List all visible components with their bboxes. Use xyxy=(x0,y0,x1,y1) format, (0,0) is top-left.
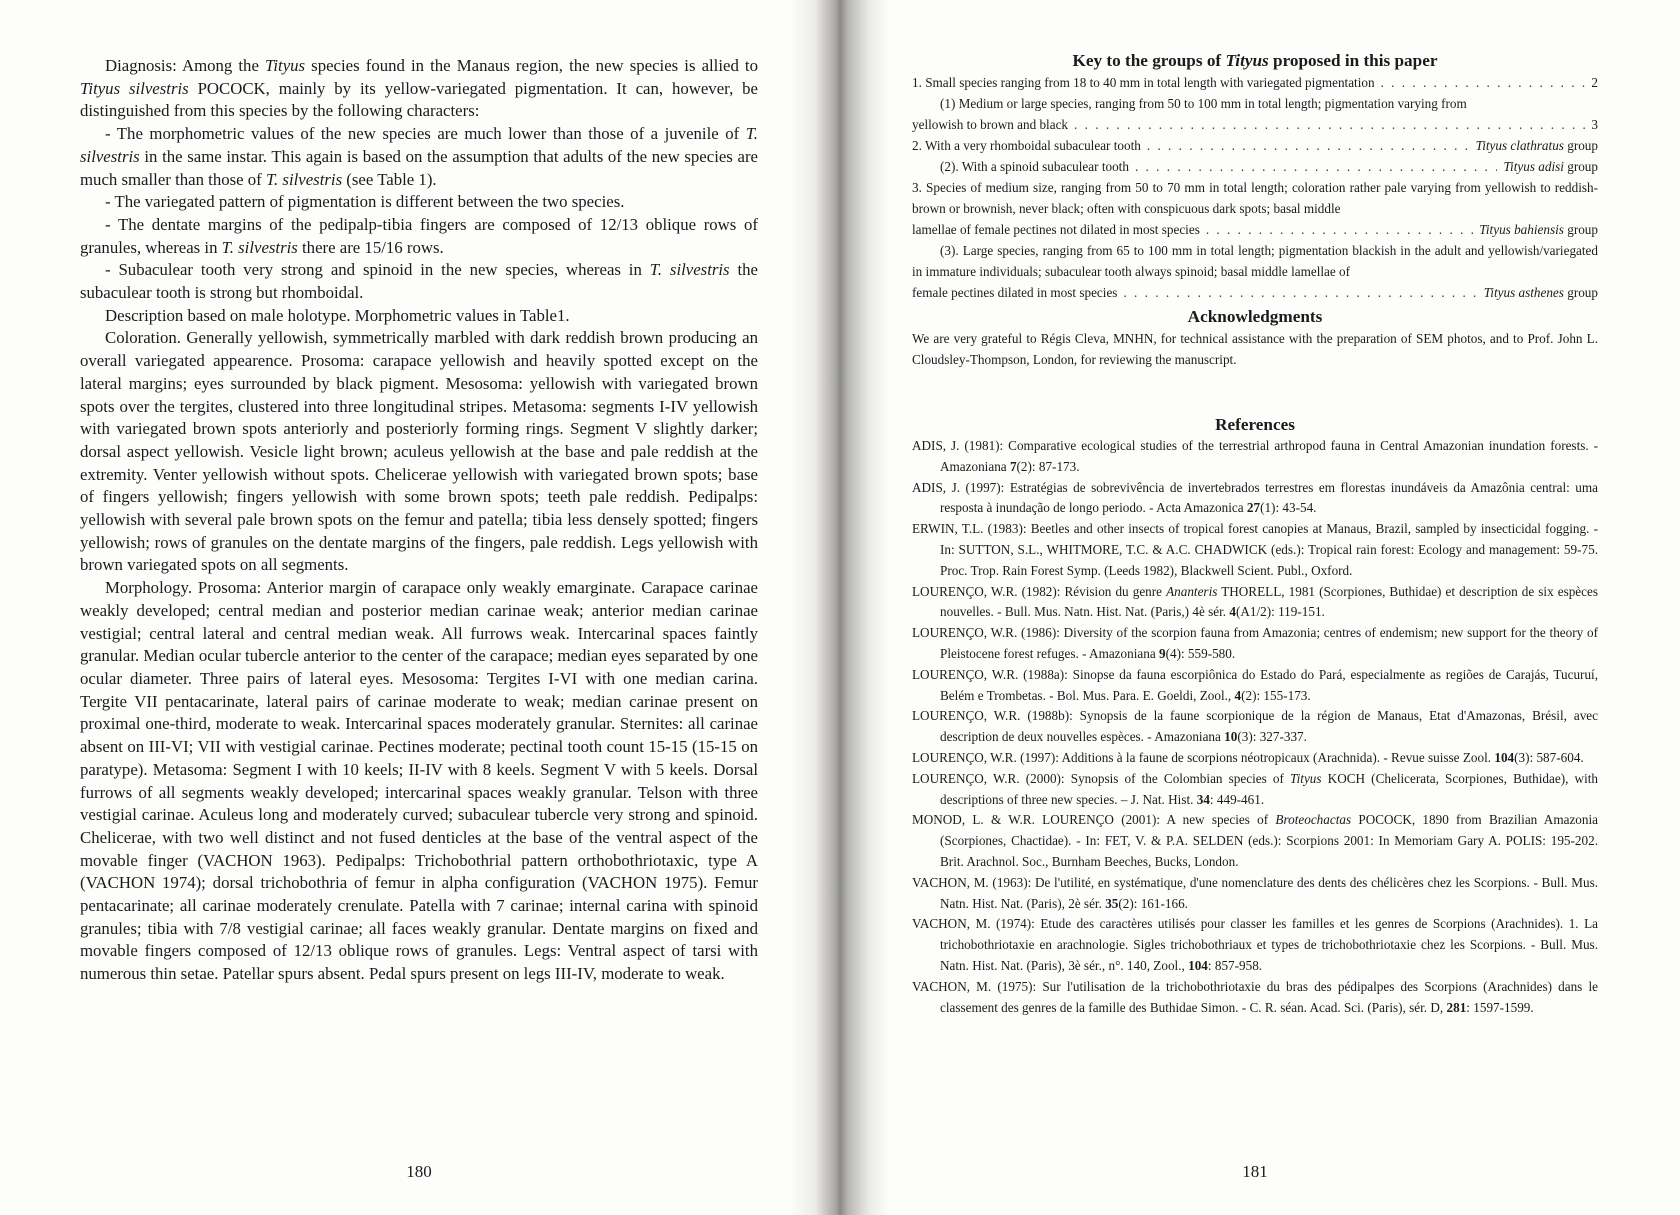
text-run: T. silvestris xyxy=(649,260,730,280)
text-run: Tityus asthenes xyxy=(1483,285,1564,300)
text-run: 4 xyxy=(1229,604,1236,620)
text-run: Tityus silvestris xyxy=(80,78,189,98)
text-run: Tityus xyxy=(1225,51,1269,70)
dot-leader xyxy=(1147,135,1470,156)
text-run: LOURENÇO, W.R. (1988b): Synopsis de la faune scorpionique de la région de Manaus, Etat d'Amazonas, Brésil, avec description de deux nouvelles espèces. - Amazoniana xyxy=(912,708,1598,745)
dot-leader xyxy=(1381,72,1586,93)
text-run: T. silvestris xyxy=(265,169,343,189)
text-run: T. silvestris xyxy=(221,237,298,257)
body-paragraph xyxy=(80,123,758,191)
key-entry xyxy=(912,219,1598,240)
text-run: ERWIN, T.L. (1983): Beetles and other insects of tropical forest canopies at Manaus, Brazil, sampled by insecticidal fogging. - In: SUTTON, S.L., WHITMORE, T.C. & A.C. CHADWICK (eds.): Tropical rain forest: Ecology and management: 59-75. Proc. Trop. Rain Forest Symp. (Leeds 1982), Blackwell Scient. Publ., Oxford. xyxy=(912,521,1598,578)
text-run: 27 xyxy=(1246,500,1261,516)
key-entry-text: (2). With a spinoid subaculear tooth xyxy=(940,159,1129,174)
key-entry xyxy=(912,282,1598,303)
text-run: (1): 43-54. xyxy=(1260,500,1317,516)
acknowledgments-text: We are very grateful to Régis Cleva, MNHN, for technical assistance with the preparation of SEM photos, and to Prof. John L. Cloudsley-Thompson, London, for reviewing the manuscript. xyxy=(912,331,1598,367)
text-run: Morphology. Prosoma: Anterior margin of carapace only weakly emarginate. Carapace carinae weakly developed; central median and posterior median carinae weak; anterior median carinae vestigial; central lateral and central median weak. All furrows weak. Intercarinal spaces faintly granular. Median ocular tubercle anterior to the center of the carapace; median eyes separated by one ocular diameter. Three pairs of lateral eyes. Mesosoma: Tergites I-VI with one median carina. Tergite VII pentacarinate, lateral pairs of carinae moderate to weak; median carinae present on proximal one-third, moderate to weak. Intercarinal spaces moderately granular. Sternites: all carinae absent on III-VI; VII with vestigial carinae. Pectines moderate; pectinal tooth count 15-15 (15-15 on paratype). Metasoma: Segment I with 10 keels; II-IV with 8 keels. Segment V with 5 keels. Dorsal furrows of all segments weakly developed; intercarinal spaces weakly granular. Telson with three vestigial carinae. Aculeus long and moderately curved; subaculear tubercle very strong and spinoid. Chelicerae, with two well distinct and not fused denticles at the base of the ventral aspect of the movable finger (VACHON 1963). Pedipalps: Trichobothrial pattern orthobothriotaxic, type A (VACHON 1974); dorsal trichobothria of femur in alpha configuration (VACHON 1975). Femur pentacarinate; all carinae moderately crenulate. Patella with 7 carinae; internal carina with spinoid granules; tibia with 7/8 vestigial carinae; all faces weakly granular. Dentate margins on fixed and movable fingers composed of 12/13 oblique rows of granules. Legs: Ventral aspect of tarsi with numerous thin setae. Patellar spurs absent. Pedal spurs present on legs III-IV, moderate to weak. xyxy=(80,578,758,984)
text-run: (see Table 1). xyxy=(342,169,437,189)
text-run: the subaculear tooth is strong but rhomboidal. xyxy=(80,260,758,303)
body-paragraph xyxy=(80,577,758,986)
key-entry: (3). Large species, ranging from 65 to 100 mm in total length; pigmentation blackish in the adult and yellowish/variegated in immature individuals; subaculear tooth always spinoid; basal middle lamellae of xyxy=(912,243,1598,279)
text-run: 3 xyxy=(1591,117,1598,132)
text-run: Diagnosis: Among the xyxy=(105,56,265,75)
body-paragraph xyxy=(80,327,758,577)
dot-leader xyxy=(1206,219,1473,240)
text-run: (2): 161-166. xyxy=(1118,895,1188,911)
text-run: T. silvestris xyxy=(80,124,758,166)
key-section xyxy=(912,50,1598,303)
text-run: Ananteris xyxy=(1166,583,1218,599)
text-run: group xyxy=(1563,285,1598,300)
references-section xyxy=(912,414,1598,1018)
reference-list xyxy=(912,436,1598,1018)
key-entry-text: female pectines dilated in most species xyxy=(912,285,1118,300)
reference-entry xyxy=(912,706,1598,748)
text-run: Broteochactas xyxy=(1275,812,1352,828)
text-run: - The dentate margins of the pedipalp-tibia fingers are composed of 12/13 oblique rows of granules, whereas in xyxy=(80,214,758,257)
reference-entry xyxy=(912,436,1598,478)
body-paragraph xyxy=(80,55,758,123)
text-run: 104 xyxy=(1188,957,1208,973)
key-entry-text: yellowish to brown and black xyxy=(912,117,1069,132)
text-run: KOCH (Chelicerata, Scorpiones, Buthidae), with descriptions of three new species. – J. Nat. Hist. xyxy=(940,770,1598,807)
text-run: 2 xyxy=(1591,75,1598,90)
text-run: : 449-461. xyxy=(1209,791,1265,807)
key-entry xyxy=(912,135,1598,156)
text-run: ADIS, J. (1981): Comparative ecological studies of the terrestrial arthropod fauna in Central Amazonian inundation forests. - Amazoniana xyxy=(912,438,1598,474)
text-run: Coloration. Generally yellowish, symmetrically marbled with dark reddish brown producing an overall variegated appearence. Prosoma: carapace yellowish and heavily spotted except on the lateral margins; eyes surrounded by black pigment. Mesosoma: yellowish with variegated brown spots over the tergites, clustered into three longitudinal stripes. Metasoma: segments I-IV yellowish with variegated brown spots anteriorly and posteriorly forming rings. Segment V slightly darker; dorsal aspect yellowish. Vesicle light brown; aculeus yellowish at the base and pale reddish at the extremity. Venter yellowish without spots. Chelicerae yellowish with variegated brown spots; base of fingers yellowish; fingers yellowish with some brown spots; teeth pale reddish. Pedipalps: yellowish with several pale brown spots on the femur and patella; tibia less densely spotted; fingers yellowish; rows of granules on the dentate margins of the fingers, pale reddish. Legs yellowish with brown variegated spots on all segments. xyxy=(80,328,758,575)
reference-entry xyxy=(912,977,1598,1019)
text-run: Tityus xyxy=(1290,770,1322,786)
text-run: Key to the groups of xyxy=(1072,51,1226,70)
key-entry-text: lamellae of female pectines not dilated in most species xyxy=(912,222,1200,237)
text-run: LOURENÇO, W.R. (1988a): Sinopse da fauna escorpiônica do Estado do Pará, especialmente as regiões de Carajás, Tucuruí, Belém e Trombetas. - Bol. Mus. Para. E. Goeldi, Zool., xyxy=(912,666,1598,703)
text-run: LOURENÇO, W.R. (1997): Additions à la faune de scorpions néotropicaux (Arachnida). - Revue suisse Zool. xyxy=(912,749,1495,765)
text-run: species found in the Manaus region, the new species is allied to xyxy=(305,56,758,75)
right-page xyxy=(912,0,1598,1215)
reference-entry xyxy=(912,873,1598,915)
text-run: - The morphometric values of the new species are much lower than those of a juvenile of xyxy=(105,124,746,144)
text-run: 34 xyxy=(1196,791,1210,807)
text-run: (3): 327-337. xyxy=(1237,729,1307,745)
text-run: ADIS, J. (1997): Estratégias de sobrevivência de invertebrados terrestres em florestas inundáveis da Amazônia central: uma resposta à inundação de longo periodo. - Acta Amazonica xyxy=(912,479,1598,516)
text-run: LOURENÇO, W.R. (1986): Diversity of the scorpion fauna from Amazonia; centres of endemism; new support for the theory of Pleistocene forest refuges. - Amazoniana xyxy=(912,625,1598,661)
key-heading xyxy=(912,50,1598,72)
text-run: (2): 155-173. xyxy=(1241,687,1311,703)
text-run: 281 xyxy=(1446,999,1467,1015)
body-paragraph xyxy=(80,191,758,214)
text-run: 9 xyxy=(1158,645,1166,661)
reference-entry xyxy=(912,665,1598,707)
text-run: 104 xyxy=(1494,749,1515,765)
text-run: 10 xyxy=(1224,729,1238,745)
text-run: POCOCK, 1890 from Brazilian Amazonia (Scorpiones, Chactidae). - In: FET, V. & P.A. SELDEN (eds.): Scorpions 2001: In Memoriam Gary A. POLIS: 195-202. Brit. Arachnol. Soc., Burnham Beeches, Bucks, London. xyxy=(940,812,1598,869)
text-run: in the same instar. This again is based on the assumption that adults of the new species are much smaller than those of xyxy=(80,146,758,189)
text-run: LOURENÇO, W.R. (1982): Révision du genre xyxy=(912,583,1167,599)
key-entry-result xyxy=(1591,72,1598,93)
key-entry-result xyxy=(1476,135,1598,156)
left-page xyxy=(80,0,758,1215)
text-run: 35 xyxy=(1105,895,1119,911)
text-run: LOURENÇO, W.R. (2000): Synopsis of the Colombian species of xyxy=(912,770,1291,786)
dot-leader xyxy=(1123,282,1477,303)
text-run: Tityus clathratus xyxy=(1475,138,1564,153)
left-page-body xyxy=(80,55,758,986)
key-entry xyxy=(912,72,1598,93)
text-run: VACHON, M. (1974): Etude des caractères utilisés pour classer les familles et les genres de Scorpions (Arachnides). 1. La trichobothriotaxie en arachnologie. Sigles trichobothriaux et types de trichobothriotaxie chez les Scorpions. - Bull. Mus. Natn. Hist. Nat. (Paris), 3è sér., n°. 140, Zool., xyxy=(912,916,1598,973)
text-run: group xyxy=(1563,138,1598,153)
page-number-right: 181 xyxy=(1242,1162,1268,1181)
key-entry: (1) Medium or large species, ranging from 50 to 100 mm in total length; pigmentation varying from xyxy=(940,96,1467,111)
reference-entry xyxy=(912,769,1598,811)
text-run: Tityus xyxy=(264,56,306,75)
text-run: 4 xyxy=(1234,687,1242,703)
reference-entry xyxy=(912,519,1598,581)
key-entry-text: 1. Small species ranging from 18 to 40 mm in total length with variegated pigmentation xyxy=(912,75,1375,90)
text-run: : 857-958. xyxy=(1207,957,1263,973)
text-run: - Subaculear tooth very strong and spinoid in the new species, whereas in xyxy=(105,260,650,280)
key-entry-result xyxy=(1503,156,1598,177)
key-entry-text: 2. With a very rhomboidal subaculear tooth xyxy=(912,138,1141,153)
key-entry xyxy=(912,156,1598,177)
reference-entry xyxy=(912,748,1598,769)
text-run: Tityus bahiensis xyxy=(1479,222,1564,237)
reference-entry xyxy=(912,914,1598,976)
text-run: POCOCK, mainly by its yellow-variegated pigmentation. It can, however, be distinguished from this species by the following characters: xyxy=(80,78,759,121)
text-run: : 1597-1599. xyxy=(1466,999,1534,1015)
text-run: 7 xyxy=(1009,458,1017,474)
text-run: THORELL, 1981 (Scorpiones, Buthidae) et description de six espèces nouvelles. - Bull. Mus. Natn. Hist. Nat. (Paris,) 4è sér. xyxy=(940,583,1598,620)
key-entries xyxy=(912,72,1598,303)
key-entry-result xyxy=(1484,282,1598,303)
key-entry-result xyxy=(1591,114,1598,135)
text-run: group xyxy=(1563,159,1598,174)
text-run: (A1/2): 119-151. xyxy=(1235,604,1325,620)
key-entry-result xyxy=(1479,219,1598,240)
text-run: MONOD, L. & W.R. LOURENÇO (2001): A new species of xyxy=(912,812,1276,828)
text-run: Description based on male holotype. Morphometric values in Table1. xyxy=(105,305,570,325)
dot-leader xyxy=(1135,156,1498,177)
acknowledgments-heading: Acknowledgments xyxy=(1187,307,1323,326)
text-run: proposed in this paper xyxy=(1268,51,1438,70)
key-entry xyxy=(912,114,1598,135)
reference-entry xyxy=(912,582,1598,624)
body-paragraph xyxy=(80,305,758,328)
reference-entry xyxy=(912,623,1598,665)
dot-leader xyxy=(1074,114,1585,135)
references-heading: References xyxy=(1215,415,1295,434)
reference-entry xyxy=(912,478,1598,520)
text-run: group xyxy=(1563,222,1598,237)
text-run: VACHON, M. (1963): De l'utilité, en systématique, d'une nomenclature des dents des chélicères chez les Scorpions. - Bull. Mus. Natn. Hist. Nat. (Paris), 2è sér. xyxy=(912,874,1598,911)
page-number-left: 180 xyxy=(406,1162,432,1181)
body-paragraph xyxy=(80,259,758,304)
text-run: (2): 87-173. xyxy=(1016,458,1080,474)
text-run: VACHON, M. (1975): Sur l'utilisation de la trichobothriotaxie du bras des pédipalpes des Scorpions (Arachnides) dans le classement des genres de la famille des Buthidae Simon. - C. R. séan. Acad. Sci. (Paris), sér. D, xyxy=(912,978,1598,1015)
acknowledgments-section xyxy=(912,306,1598,370)
body-paragraph xyxy=(80,214,758,259)
text-run: (3): 587-604. xyxy=(1514,749,1584,765)
text-run: (4): 559-580. xyxy=(1165,645,1236,661)
reference-entry xyxy=(912,810,1598,872)
text-run: there are 15/16 rows. xyxy=(297,237,444,257)
key-entry: 3. Species of medium size, ranging from 50 to 70 mm in total length; coloration rather pale varying from yellowish to reddish-brown or brownish, never black; often with conspicuous dark spots; basal middle xyxy=(912,180,1598,216)
text-run: Tityus adisi xyxy=(1503,159,1564,174)
book-gutter xyxy=(790,0,890,1215)
text-run: - The variegated pattern of pigmentation is different between the two species. xyxy=(105,192,625,212)
